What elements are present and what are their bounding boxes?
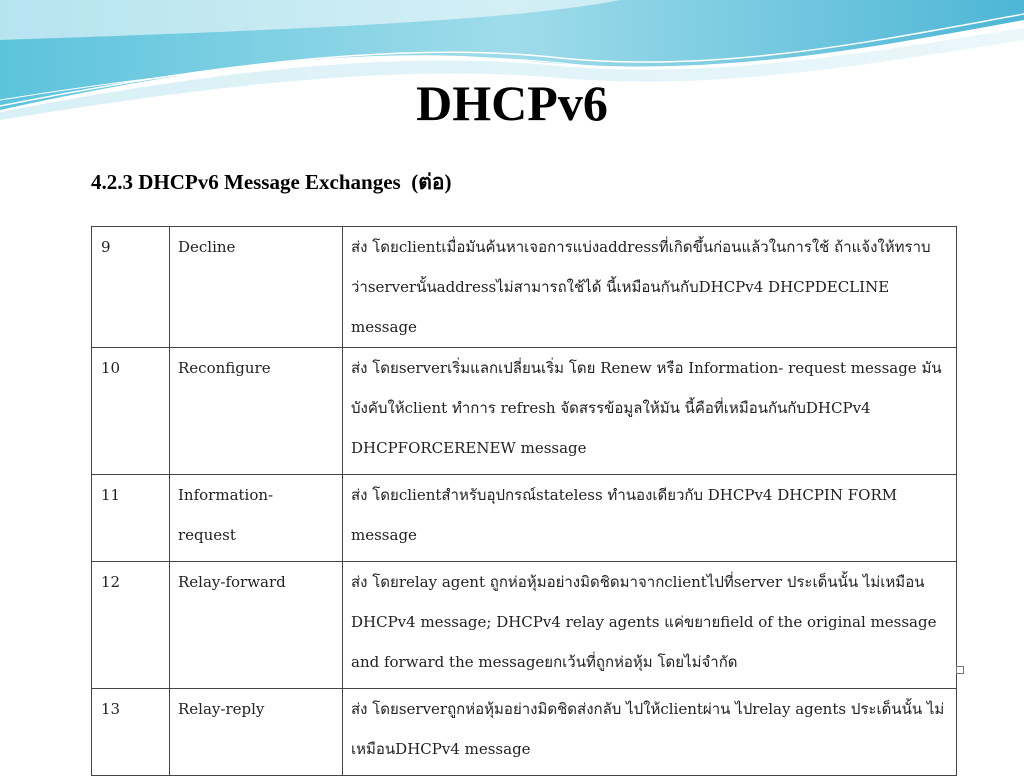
message-number: 11 — [92, 475, 170, 562]
slide-title: DHCPv6 — [416, 75, 608, 131]
table-row — [92, 227, 957, 348]
slide-subtitle: 4.2.3 DHCPv6 Message Exchanges (ต่อ) — [91, 170, 452, 194]
message-description: ส่ง โดยserverถูกห่อหุ้มอย่างมิดชิดส่งกลับ ไปให้clientผ่าน ไปrelay agents ประเด็นนั้น ไม่เหมือนDHCPv4 message — [343, 689, 957, 776]
table-row — [92, 348, 957, 475]
message-description: ส่ง โดยserverเริ่มแลกเปลี่ยนเริ่ม โดย Renew หรือ Information- request message มันบังคับให้client ทำการ refresh จัดสรรข้อมูลให้มัน นี้คือที่เหมือนกันกับDHCPv4 DHCPFORCERENEW message — [343, 348, 957, 475]
message-name: Decline — [170, 227, 343, 348]
message-number: 10 — [92, 348, 170, 475]
message-name: Relay-forward — [170, 562, 343, 689]
message-name: Reconfigure — [170, 348, 343, 475]
message-description: ส่ง โดยclientเมื่อมันค้นหาเจอการแบ่งaddressที่เกิดขึ้นก่อนแล้วในการใช้ ถ้าแจ้งให้ทราบว่าserverนั้นaddressไม่สามารถใช้ได้ นี้เหมือนกันกับDHCPv4 DHCPDECLINE message — [343, 227, 957, 348]
message-name: Information- request — [170, 475, 343, 562]
message-number: 13 — [92, 689, 170, 776]
message-exchange-table — [91, 226, 957, 776]
message-name: Relay-reply — [170, 689, 343, 776]
table-row — [92, 562, 957, 689]
message-number: 9 — [92, 227, 170, 348]
message-number: 12 — [92, 562, 170, 689]
table-row — [92, 689, 957, 776]
table-row — [92, 475, 957, 562]
placeholder-square-icon — [956, 666, 964, 674]
message-description: ส่ง โดยrelay agent ถูกห่อหุ้มอย่างมิดชิดมาจากclientไปที่server ประเด็นนั้น ไม่เหมือน DHCPv4 message; DHCPv4 relay agents แค่ขยายfield of the original message and forward the messageยกเว้นที่ถูกห่อหุ้ม โดยไม่จำกัด — [343, 562, 957, 689]
message-description: ส่ง โดยclientสำหรับอุปกรณ์stateless ทำนองเดียวกับ DHCPv4 DHCPIN FORM message — [343, 475, 957, 562]
